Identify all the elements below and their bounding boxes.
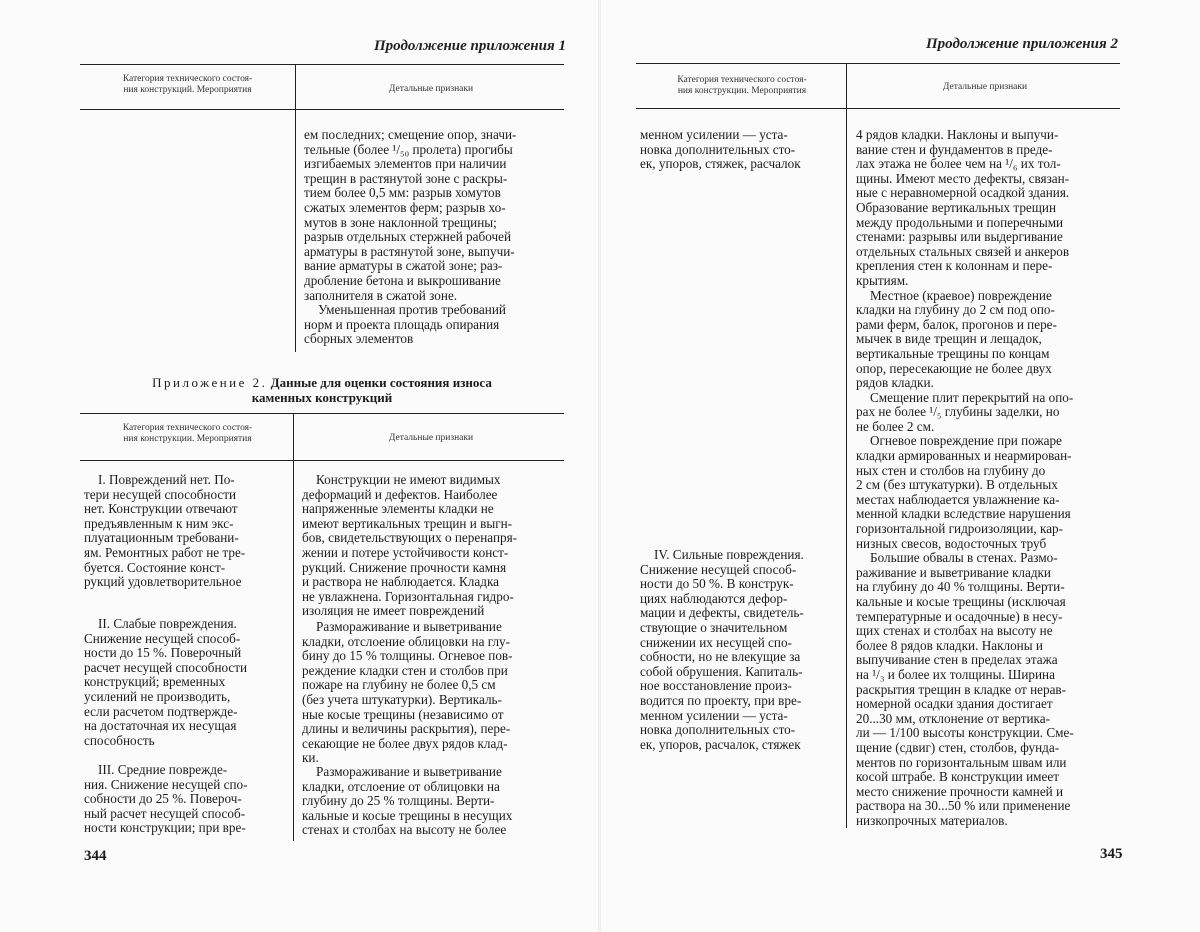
text-line: конструкций; временных — [84, 674, 226, 690]
text-line: бину до 15 % толщины. Огневое пов- — [302, 648, 513, 664]
text-line: собности до 25 %. Повероч- — [84, 791, 242, 807]
table2-header-col2: Детальные признаки — [388, 433, 474, 443]
text-line: плуатационным требовани- — [84, 530, 239, 546]
right-table-header-rule — [636, 108, 1120, 109]
table1-header-col2: Детальные признаки — [388, 84, 474, 94]
text-line: расчет несущей способности — [84, 659, 248, 675]
text-line: лах этажа не более чем на ¹/₆ их тол- — [856, 156, 1061, 172]
text-line: способность — [84, 732, 155, 748]
page-number-right: 345 — [1100, 846, 1123, 862]
table2-header-col1 — [80, 423, 295, 445]
text-line: I. Повреждений нет. По- — [98, 472, 235, 487]
text-line: на глубину до 40 % толщины. Верти- — [856, 579, 1065, 595]
text-line: стенами: разрывы или выдергивание — [856, 229, 1063, 245]
paragraph — [84, 473, 284, 590]
text-line: стенах и столбах на высоту не более — [302, 822, 507, 838]
text-line: горизонтальной гидроизоляции, кар- — [856, 521, 1064, 537]
text-line: имеют вертикальных трещин и выгн- — [302, 515, 513, 531]
category-1 — [84, 473, 284, 590]
header-line: Категория технического состоя- — [677, 75, 807, 85]
details-1 — [302, 473, 564, 619]
text-line: ек, упоров, расчалок, стяжек — [640, 736, 801, 752]
text-line: заполнителя в сжатой зоне. — [304, 287, 458, 303]
text-line: вертикальные трещины по концам — [856, 345, 1050, 361]
text-line: Смещение плит перекрытий на опо- — [870, 389, 1074, 405]
paragraph — [304, 128, 564, 303]
text-line: IV. Сильные повреждения. — [654, 547, 804, 562]
table1-header-rule — [80, 109, 564, 110]
text-line: тием более 0,5 мм: разрыв хомутов — [304, 185, 501, 201]
right-table-column-divider — [846, 63, 847, 828]
text-line: между продольными и поперечными — [856, 214, 1064, 230]
header-line: Категория технического состоя- — [122, 74, 253, 84]
text-line: Местное (краевое) повреждение — [870, 287, 1052, 303]
text-line: щих стенах и столбах на высоту не — [856, 623, 1053, 639]
details-2 — [302, 620, 564, 766]
text-line: опор, пересекающие не более двух — [856, 360, 1052, 376]
text-line: ные косые трещины (независимо от — [302, 706, 504, 722]
text-line: собности, но не влекущие за — [640, 649, 801, 665]
text-line: мации и дефекты, свидетель- — [640, 605, 804, 621]
text-line: вание арматуры в сжатой зоне; раз- — [304, 258, 503, 274]
text-line: 4 рядов кладки. Наклоны и выпучи- — [856, 127, 1059, 142]
text-line: ности до 50 %. В конструк- — [640, 576, 794, 592]
text-line: менном усилении — уста- — [640, 127, 788, 142]
text-line: норм и проекта площадь опирания — [304, 316, 500, 332]
appendix2-label: Приложение 2. — [152, 375, 268, 390]
paragraph — [640, 548, 838, 752]
running-head-left: Продолжение приложения 1 — [374, 38, 566, 54]
text-line: выпучивание стен в пределах этажа — [856, 652, 1058, 668]
text-line: новка дополнительных сто- — [640, 141, 796, 157]
text-line: тельные (более ¹/₅₀ пролета) прогибы — [304, 141, 513, 157]
text-line: глубину до 25 % толщины. Верти- — [302, 793, 495, 809]
table2-header-rule — [80, 460, 564, 461]
table1-header-col1 — [80, 74, 295, 96]
table2-top-rule — [80, 413, 564, 414]
text-line: Снижение несущей способ- — [84, 630, 241, 646]
text-line: и раствора не наблюдается. Кладка — [302, 574, 500, 590]
text-line: циях наблюдаются дефор- — [640, 590, 788, 606]
category-3 — [84, 763, 284, 836]
details-3 — [302, 765, 564, 838]
text-line: трещин в растянутой зоне с раскры- — [304, 170, 508, 186]
text-line: тери несущей способности — [84, 486, 237, 502]
paragraph — [640, 128, 838, 172]
text-line: секающие не более двух рядов клад- — [302, 735, 508, 751]
paragraph — [856, 551, 1120, 828]
text-line: Большие обвалы в стенах. Размо- — [870, 550, 1058, 566]
text-line: водится по проекту, при вре- — [640, 692, 802, 708]
right-table-header-col1 — [636, 75, 848, 97]
text-line: буется. Состояние конст- — [84, 559, 226, 575]
paragraph — [302, 765, 564, 838]
text-line: ный расчет несущей способ- — [84, 805, 246, 821]
text-line: длины и величины раскрытия), пере- — [302, 721, 511, 737]
text-line: на достаточная их несущая — [84, 718, 237, 734]
category-4 — [640, 548, 838, 752]
text-line: усилений не производить, — [84, 688, 231, 704]
text-line: отдельных стальных связей и анкеров — [856, 243, 1070, 259]
right-table-top-rule — [636, 63, 1120, 64]
text-line: 2 см (без штукатурки). В отдельных — [856, 477, 1058, 493]
text-line: ям. Ремонтных работ не тре- — [84, 544, 246, 560]
text-line: щины. Имеют место дефекты, связан- — [856, 170, 1070, 186]
paragraph — [856, 289, 1120, 391]
text-line: Огневое повреждение при пожаре — [870, 433, 1062, 449]
paragraph — [304, 303, 564, 347]
text-line: мутов в зоне наклонной трещины; — [304, 214, 497, 230]
appendix2-title — [80, 375, 564, 405]
table1-top-rule — [80, 64, 564, 65]
table2-column-divider — [293, 413, 294, 841]
text-line: рах не более ¹/₅ глубины заделки, но — [856, 404, 1060, 420]
text-line: изоляция не имеет повреждений — [302, 603, 485, 619]
paragraph — [302, 620, 564, 766]
text-line: на ¹/₃ и более их толщины. Ширина — [856, 666, 1055, 682]
text-line: щение (сдвиг) стен, столбов, фунда- — [856, 739, 1060, 755]
text-line: деформаций и дефектов. Наиболее — [302, 486, 498, 502]
text-line: ные с неравномерной осадкой здания. — [856, 185, 1070, 201]
text-line: изгибаемых элементов при наличии — [304, 156, 507, 172]
text-line: сжатых элементов ферм; разрыв хо- — [304, 199, 506, 215]
text-line: низкопрочных материалов. — [856, 812, 1008, 828]
running-head-right: Продолжение приложения 2 — [926, 36, 1118, 52]
text-line: если расчетом подтвержде- — [84, 703, 238, 719]
text-line: рукций удовлетворительное — [84, 574, 242, 590]
text-line: ности конструкции; при вре- — [84, 820, 246, 836]
text-line: кладки, отслоение облицовки на глу- — [302, 633, 511, 649]
text-line: вание стен и фундаментов в преде- — [856, 141, 1053, 157]
text-line: кальные и косые трещины в несущих — [302, 807, 513, 823]
text-line: мычек в виде трещин и лещадок, — [856, 331, 1042, 347]
text-line: рядов кладки. — [856, 375, 934, 391]
table1-details-continuation — [304, 128, 564, 347]
text-line: Образование вертикальных трещин — [856, 199, 1057, 215]
appendix2-title-line2: каменных конструкций — [251, 390, 393, 405]
text-line: дробление бетона и выкрошивание — [304, 272, 501, 288]
text-line: более 8 рядов кладки. Наклоны и — [856, 637, 1043, 653]
text-line: раживание и выветривание кладки — [856, 564, 1051, 580]
right-page — [600, 0, 1200, 932]
text-line: кладки на глубину до 2 см под опо- — [856, 302, 1055, 318]
text-line: место снижение прочности камней и — [856, 783, 1064, 799]
text-line: разрыв отдельных стержней рабочей — [304, 229, 512, 245]
text-line: крытиям. — [856, 272, 909, 288]
text-line: напряженные элементы кладки не — [302, 501, 494, 517]
table1-column-divider — [295, 64, 296, 352]
text-line: Конструкции не имеют видимых — [316, 472, 501, 487]
text-line: кладки армированных и неармирован- — [856, 448, 1072, 464]
text-line: ности до 15 %. Поверочный — [84, 645, 242, 661]
category-3-continued — [640, 128, 838, 172]
text-line: новка дополнительных сто- — [640, 722, 796, 738]
header-line: ния конструкций. Мероприятия — [123, 85, 252, 95]
category-2 — [84, 617, 284, 748]
paragraph — [302, 473, 564, 619]
text-line: ментов по горизонтальным швам или — [856, 754, 1067, 770]
text-line: собой обрушения. Капиталь- — [640, 663, 803, 679]
header-line: Категория технического состоя- — [122, 423, 253, 433]
text-line: ли — 1/100 высоты конструкции. Сме- — [856, 725, 1074, 741]
text-line: местах наблюдается увлажнение ка- — [856, 491, 1060, 507]
text-line: менном усилении — уста- — [640, 707, 788, 723]
text-line: ки. — [302, 750, 319, 766]
text-line: сборных элементов — [304, 331, 414, 347]
text-line: раствора на 30...50 % или применение — [856, 798, 1071, 814]
header-line: ния конструкции. Мероприятия — [677, 86, 807, 96]
text-line: предъявленным к ним экс- — [84, 515, 234, 531]
text-line: (без учета штукатурки). Вертикаль- — [302, 691, 502, 707]
details-column-right — [856, 128, 1120, 829]
text-line: нет. Конструкции отвечают — [84, 501, 238, 517]
paragraph — [84, 763, 284, 836]
text-line: Уменьшенная против требований — [318, 302, 506, 318]
text-line: не увлажнена. Горизонтальная гидро- — [302, 588, 514, 604]
text-line: II. Слабые повреждения. — [98, 616, 237, 631]
text-line: ем последних; смещение опор, значи- — [304, 127, 517, 142]
text-line: менной кладки вследствие нарушения — [856, 506, 1071, 522]
text-line: не более 2 см. — [856, 418, 935, 434]
text-line: ек, упоров, стяжек, расчалок — [640, 156, 801, 172]
page-number-left: 344 — [84, 848, 107, 864]
text-line: ния. Снижение несущей спо- — [84, 776, 248, 792]
text-line: низных свесов, водосточных труб — [856, 535, 1047, 551]
text-line: жении и потере устойчивости конст- — [302, 544, 509, 560]
paragraph — [856, 128, 1120, 289]
text-line: пожаре на глубину не более 0,5 см — [302, 677, 496, 693]
text-line: Размораживание и выветривание — [316, 764, 502, 779]
text-line: номерной осадки здания достигает — [856, 696, 1053, 712]
text-line: бов, свидетельствующих о перенапря- — [302, 530, 518, 546]
paragraph — [856, 391, 1120, 435]
text-line: кальные и косые трещины (исключая — [856, 594, 1066, 609]
text-line: косой штрабе. В конструкции имеет — [856, 769, 1059, 785]
text-line: арматуры в растянутой зоне, выпучи- — [304, 243, 515, 259]
text-line: III. Средние поврежде- — [98, 762, 228, 777]
text-line: Снижение несущей способ- — [640, 561, 797, 577]
text-line: ствующие о значительном — [640, 619, 788, 635]
text-line: 20...30 мм, отклонение от вертика- — [856, 710, 1050, 726]
text-line: ное восстановление произ- — [640, 678, 792, 694]
text-line: температурные и осадочные) в несу- — [856, 608, 1063, 624]
text-line: ных стен и столбов на глубину до — [856, 462, 1046, 478]
text-line: кладки, отслоение от облицовки на — [302, 778, 500, 794]
text-line: крепления стен к колоннам и пере- — [856, 258, 1053, 274]
text-line: снижении их несущей спо- — [640, 634, 792, 650]
text-line: реждение кладки стен и столбов при — [302, 662, 508, 678]
paragraph — [856, 434, 1120, 551]
text-line: раскрытия трещин в кладке от нерав- — [856, 681, 1067, 697]
header-line: ния конструкции. Мероприятия — [123, 434, 252, 444]
right-table-header-col2: Детальные признаки — [942, 82, 1028, 92]
paragraph — [84, 617, 284, 748]
text-line: Размораживание и выветривание — [316, 619, 502, 634]
text-line: рами ферм, балок, прогонов и пере- — [856, 316, 1057, 332]
text-line: рукций. Снижение прочности камня — [302, 559, 507, 575]
appendix2-title-line1: Данные для оценки состояния износа — [270, 375, 492, 390]
